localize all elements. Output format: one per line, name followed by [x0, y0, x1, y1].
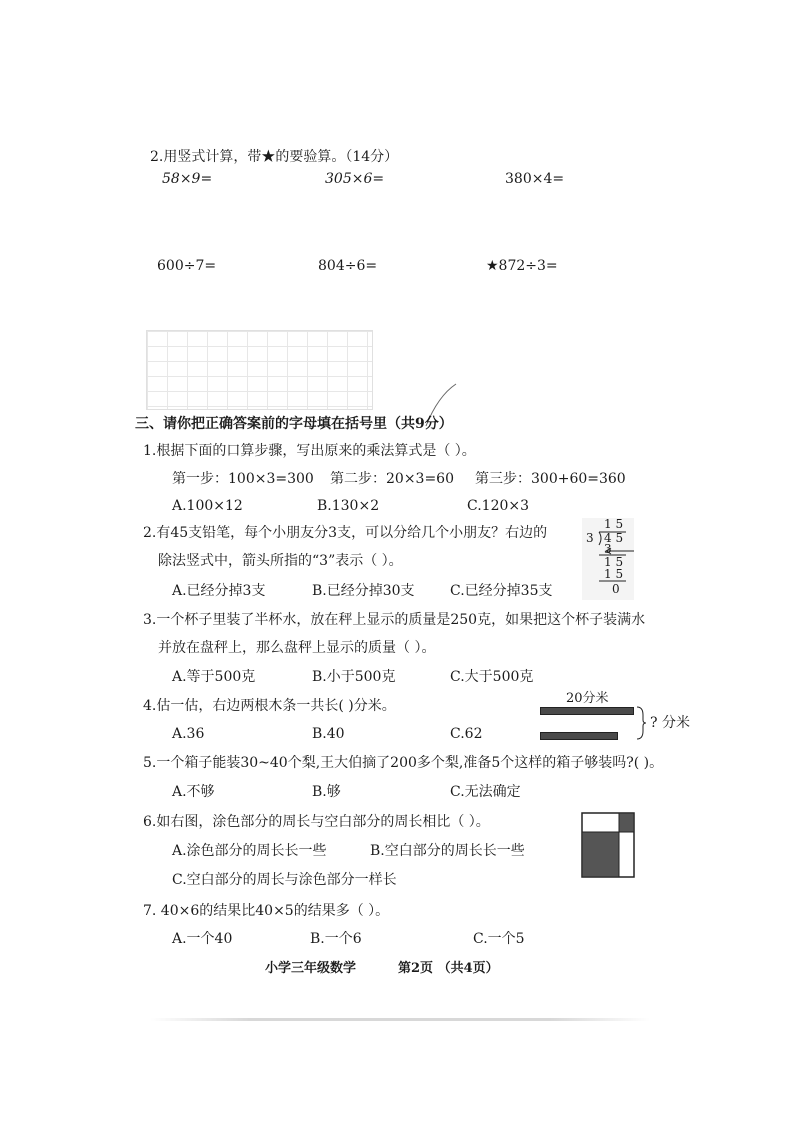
- division-dividend: 4 5: [604, 531, 624, 545]
- q1-step: 第二步：20×3=60: [330, 471, 454, 487]
- q2-stem-line1: 2.有45支铅笔，每个小朋友分3支，可以分给几个小朋友？右边的: [143, 525, 548, 541]
- q4-stem: 4.估一估，右边两根木条一共长( )分米。: [143, 698, 396, 714]
- q6-option-b: B.空白部分的周长长一些: [370, 843, 525, 859]
- q3-option-b: B.小于500克: [312, 669, 396, 685]
- division-divisor: 3: [586, 531, 594, 545]
- q2-title: 2.用竖式计算，带★的要验算。（14分）: [150, 149, 399, 165]
- q1-option-a: A.100×12: [172, 498, 243, 514]
- q5-option-a: A.不够: [172, 784, 215, 800]
- bleed-text-1: [420, 160, 424, 174]
- q6-stem: 6.如右图，涂色部分的周长与空白部分的周长相比（ ）。: [143, 814, 490, 830]
- q3-stem-line1: 3.一个杯子里装了半杯水，放在秤上显示的质量是250克，如果把这个杯子装满水: [143, 612, 646, 628]
- division-step: 3: [604, 542, 612, 556]
- division-step: 1 5: [604, 567, 624, 581]
- q2-option-c: C.已经分掉35支: [450, 583, 553, 599]
- q1-step: 第三步：300+60=360: [475, 471, 626, 487]
- strip-top-label: 20分米: [566, 691, 609, 706]
- q2-option-b: B.已经分掉30支: [312, 583, 415, 599]
- footer-page: 第2页 （共4页）: [398, 961, 499, 976]
- q1-step: 第一步：100×3=300: [172, 471, 314, 487]
- q5-option-c: C.无法确定: [450, 784, 521, 800]
- division-step: 1 5: [604, 555, 624, 569]
- calc-item: ★872÷3=: [486, 258, 558, 274]
- q4-option-c: C.62: [450, 726, 483, 742]
- q7-option-c: C.一个5: [473, 931, 525, 947]
- q1-stem: 1.根据下面的口算步骤，写出原来的乘法算式是（ ）。: [143, 443, 476, 459]
- q7-stem: 7. 40×6的结果比40×5的结果多（ ）。: [143, 903, 390, 919]
- q1-option-b: B.130×2: [317, 498, 380, 514]
- q2-option-a: A.已经分掉3支: [172, 583, 266, 599]
- strip-side-label: ? 分米: [650, 715, 690, 731]
- q3-stem-line2: 并放在盘秤上，那么盘秤上显示的质量（ ）。: [158, 640, 436, 656]
- q6-option-a: A.涂色部分的周长长一些: [172, 843, 327, 859]
- calc-item: 600÷7=: [157, 258, 217, 274]
- division-quotient: 1 5: [604, 517, 624, 531]
- q5-stem: 5.一个箱子能装30~40个梨,王大伯摘了200多个梨,准备5个这样的箱子够装吗?( )。: [143, 755, 664, 771]
- division-remainder: 0: [612, 582, 620, 596]
- q4-option-b: B.40: [312, 726, 345, 742]
- calc-item: 305×6=: [325, 171, 385, 187]
- calc-item: 58×9=: [162, 171, 213, 187]
- calc-item: 380×4=: [505, 171, 565, 187]
- division-figure: [582, 518, 634, 600]
- scan-edge: [150, 1018, 650, 1021]
- section3-title: 三、请你把正确答案前的字母填在括号里（共9分）: [135, 416, 453, 432]
- wood-strip-short: [540, 732, 618, 740]
- q3-option-a: A.等于500克: [172, 669, 256, 685]
- footer-subject: 小学三年级数学: [265, 961, 357, 976]
- q7-option-b: B.一个6: [310, 931, 362, 947]
- bleed-grid: [146, 330, 373, 410]
- q7-option-a: A.一个40: [172, 931, 233, 947]
- calc-item: 804÷6=: [318, 258, 378, 274]
- q4-option-a: A.36: [172, 726, 205, 742]
- perimeter-figure: [581, 812, 635, 878]
- q2-stem-line2: 除法竖式中，箭头所指的“3”表示（ ）。: [158, 553, 403, 569]
- q1-option-c: C.120×3: [467, 498, 530, 514]
- q3-option-c: C.大于500克: [450, 669, 534, 685]
- brace-icon: [635, 705, 647, 741]
- q6-option-c: C.空白部分的周长与涂色部分一样长: [172, 872, 397, 888]
- wood-strip-long: [540, 707, 634, 715]
- q5-option-b: B.够: [312, 784, 341, 800]
